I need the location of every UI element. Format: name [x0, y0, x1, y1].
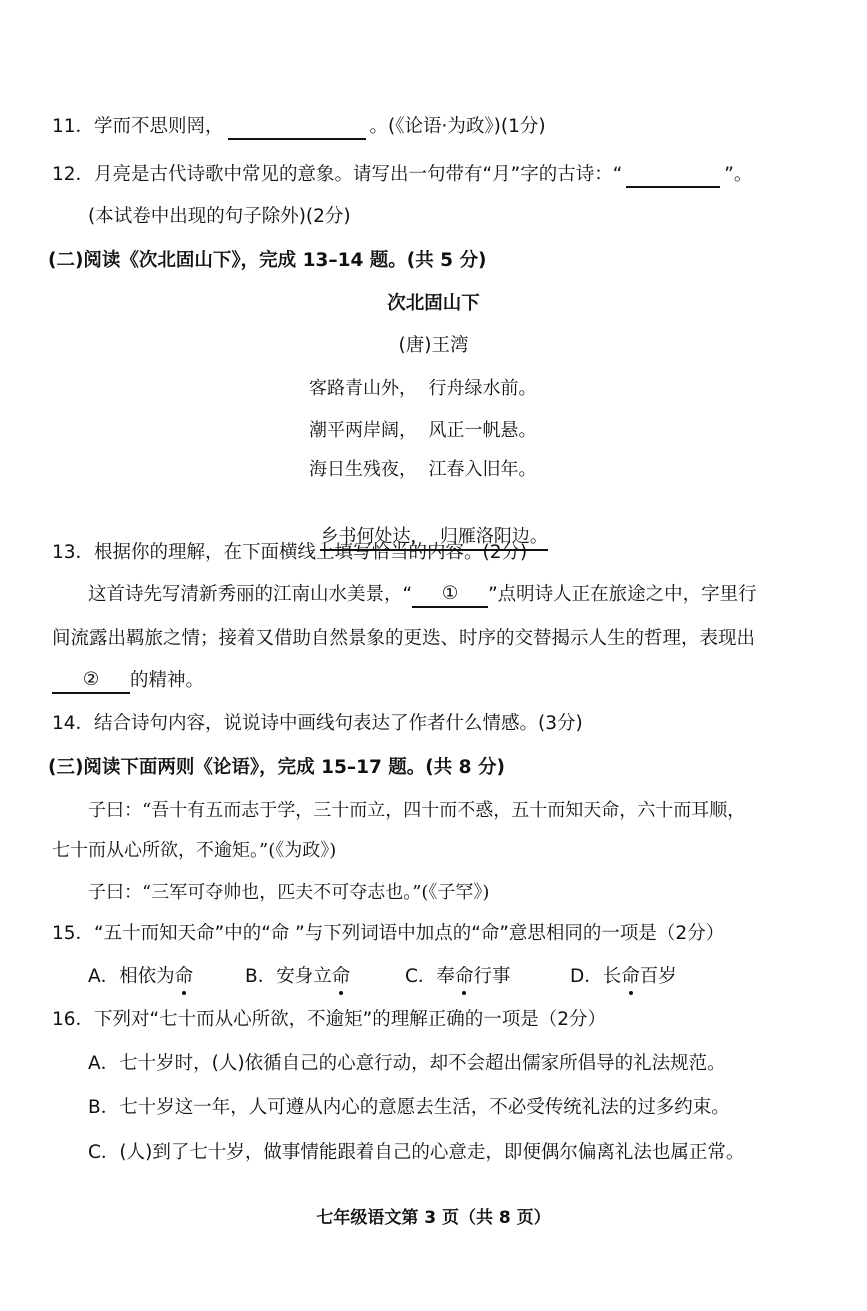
question-12-close: ”。	[724, 164, 753, 185]
section-2-heading: (二)阅读《次北固山下》，完成 13–14 题。(共 5 分)	[48, 250, 487, 271]
question-13-para-c: 的精神。	[130, 670, 205, 691]
answer-blank-13-1[interactable]: ①	[412, 582, 488, 608]
question-16-option-b[interactable]: B．七十岁这一年，人可遵从内心的意愿去生活，不必受传统礼法的过多约束。	[88, 1097, 730, 1118]
option-text-tail: 行事	[473, 966, 511, 987]
question-16-option-c[interactable]: C．(人)到了七十岁，做事情能跟着自己的心意走，即便偶尔偏离礼法也属正常。	[88, 1142, 745, 1163]
option-text: 安身立	[276, 966, 332, 987]
option-letter: D．	[570, 966, 603, 987]
question-15: 15．“五十而知天命”中的“命 ”与下列词语中加点的“命”意思相同的一项是（2分）	[52, 923, 725, 944]
option-text: 长	[602, 966, 622, 987]
answer-blank-12[interactable]	[626, 166, 720, 188]
question-15-option-c[interactable]	[405, 964, 510, 990]
question-14: 14．结合诗句内容，说说诗中画线句表达了作者什么情感。(3分)	[52, 713, 583, 734]
question-13-para-b: ”点明诗人正在旅途之中，字里行	[488, 584, 757, 605]
question-15-option-a[interactable]	[88, 964, 193, 990]
option-letter: C．	[405, 966, 437, 987]
question-13-para-line-3	[52, 668, 204, 694]
poem-line-3: 海日生残夜， 江春入旧年。	[309, 459, 537, 480]
option-letter: A．	[88, 966, 120, 987]
answer-blank-13-2[interactable]: ②	[52, 668, 130, 694]
question-12-note: (本试卷中出现的句子除外)(2分)	[88, 206, 351, 227]
option-text-tail: 百岁	[639, 966, 677, 987]
poem-author: (唐)王湾	[398, 335, 469, 356]
poem-underlined-line: 乡书何处达， 归雁洛阳边。	[320, 526, 547, 551]
question-13-para-a: 这首诗先写清新秀丽的江南山水美景，“	[88, 584, 413, 605]
dotted-character: 命	[175, 964, 194, 990]
question-11	[52, 114, 546, 140]
question-15-option-b[interactable]	[245, 964, 350, 990]
dotted-character: 命	[332, 964, 351, 990]
question-11-text: 11．学而不思则罔，	[52, 116, 224, 137]
poem-title: 次北固山下	[387, 293, 480, 314]
dotted-character: 命	[455, 964, 474, 990]
option-text: 奉	[436, 966, 455, 987]
analects-quote-2: 子曰：“三军可夺帅也，匹夫不可夺志也。”(《子罕》)	[88, 882, 490, 903]
section-3-heading: (三)阅读下面两则《论语》，完成 15–17 题。(共 8 分)	[48, 757, 505, 778]
option-letter: B．	[245, 966, 277, 987]
question-12-text: 12．月亮是古代诗歌中常见的意象。请写出一句带有“月”字的古诗：“	[52, 164, 623, 185]
question-15-option-d[interactable]	[570, 964, 677, 990]
question-11-source: 。(《论语·为政》)(1分)	[369, 116, 546, 137]
question-16-option-a[interactable]: A．七十岁时，(人)依循自己的心意行动，却不会超出儒家所倡导的礼法规范。	[88, 1053, 726, 1074]
dotted-character: 命	[621, 964, 640, 990]
poem-line-1: 客路青山外， 行舟绿水前。	[309, 378, 537, 399]
question-13-para-line-2: 间流露出羁旅之情；接着又借助自然景象的更迭、时序的交替揭示人生的哲理，表现出	[52, 628, 756, 649]
poem-line-2: 潮平两岸阔， 风正一帆悬。	[309, 420, 537, 441]
page-footer: 七年级语文第 3 页（共 8 页）	[316, 1208, 551, 1228]
question-16: 16．下列对“七十而从心所欲，不逾矩”的理解正确的一项是（2分）	[52, 1009, 606, 1030]
question-13: 13．根据你的理解，在下面横线上填写恰当的内容。(2分)	[52, 542, 528, 563]
option-text: 相依为	[119, 966, 175, 987]
analects-quote-1-line-2: 七十而从心所欲，不逾矩。”(《为政》)	[52, 840, 337, 861]
answer-blank-11[interactable]	[228, 118, 366, 140]
question-13-para-line-1	[88, 582, 757, 608]
analects-quote-1-line-1: 子曰：“吾十有五而志于学，三十而立，四十而不惑，五十而知天命，六十而耳顺，	[88, 800, 746, 821]
question-12	[52, 162, 752, 188]
